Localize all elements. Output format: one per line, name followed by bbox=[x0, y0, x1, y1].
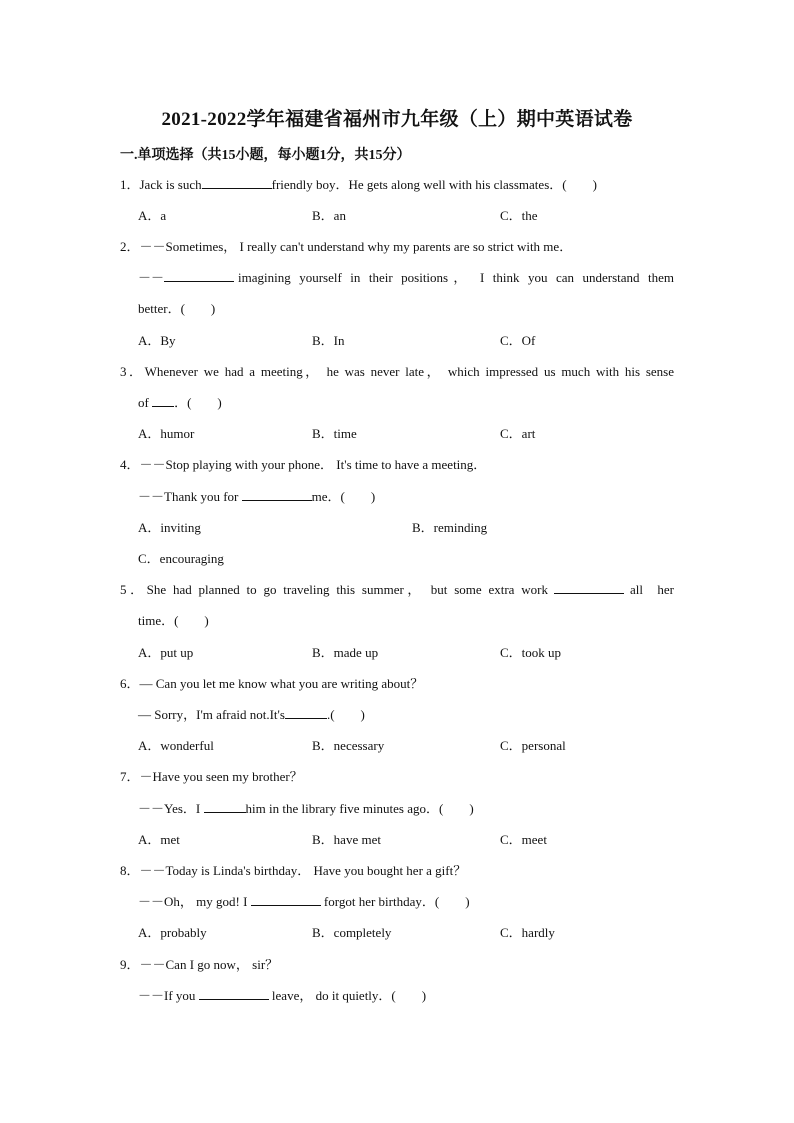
question-text: leave， do it quietly．( ) bbox=[271, 988, 427, 1003]
question-1 bbox=[120, 176, 597, 194]
question-2-line-2 bbox=[138, 269, 674, 287]
question-text: me．( ) bbox=[311, 489, 376, 504]
question-text: ．( ) bbox=[174, 395, 222, 410]
option-b: B．made up bbox=[312, 645, 379, 660]
option-a: A．wonderful bbox=[138, 738, 214, 753]
answer-blank bbox=[242, 488, 312, 501]
question-text: －－ bbox=[138, 270, 165, 285]
answer-blank bbox=[554, 581, 624, 594]
question-text: 5．She had planned to go traveling this summer， but some extra work bbox=[120, 582, 548, 597]
question-2: 2．－－Sometimes， I really can't understand why my parents are so strict with me． bbox=[120, 239, 573, 254]
question-3-line-2 bbox=[138, 394, 222, 412]
option-a: A．inviting bbox=[138, 520, 201, 535]
answer-blank bbox=[204, 800, 246, 813]
option-a: A．put up bbox=[138, 645, 194, 660]
option-c: C．encouraging bbox=[138, 551, 224, 566]
question-text: of bbox=[138, 395, 149, 410]
question-text: him in the library five minutes ago．( ) bbox=[245, 801, 474, 816]
question-text: －－If you bbox=[138, 988, 196, 1003]
option-b: B．an bbox=[312, 208, 346, 223]
answer-blank bbox=[152, 394, 174, 407]
answer-blank bbox=[251, 893, 321, 906]
option-a: A．probably bbox=[138, 925, 207, 940]
option-c: C．Of bbox=[500, 333, 536, 348]
option-b: B．completely bbox=[312, 925, 392, 940]
section-heading: 一.单项选择（共15小题，每小题1分，共15分） bbox=[120, 148, 411, 163]
question-text: －－Oh， my god! I bbox=[138, 894, 248, 909]
answer-blank bbox=[199, 987, 269, 1000]
answer-blank bbox=[164, 269, 234, 282]
option-a: A．a bbox=[138, 208, 167, 223]
question-8-line-2 bbox=[138, 893, 470, 911]
question-4-line-2 bbox=[138, 488, 375, 506]
option-c: C．the bbox=[500, 208, 538, 223]
question-text: －－Yes．I bbox=[138, 801, 201, 816]
option-c: C．personal bbox=[500, 738, 566, 753]
question-text: — Sorry，I'm afraid not.It's bbox=[138, 707, 285, 722]
question-9-line-2 bbox=[138, 987, 426, 1005]
question-7-line-2 bbox=[138, 800, 474, 818]
question-6: 6．— Can you let me know what you are writing about？ bbox=[120, 676, 424, 691]
question-3: 3．Whenever we had a meeting， he was never late， which impressed us much with his sense bbox=[120, 364, 674, 379]
question-text: all her bbox=[630, 582, 674, 597]
question-5 bbox=[120, 581, 674, 599]
option-c: C．hardly bbox=[500, 925, 555, 940]
option-a: A．By bbox=[138, 333, 176, 348]
option-b: B．In bbox=[312, 333, 345, 348]
answer-blank bbox=[285, 706, 327, 719]
option-c: C．took up bbox=[500, 645, 562, 660]
page-title: 2021-2022学年福建省福州市九年级（上）期中英语试卷 bbox=[161, 109, 633, 130]
question-5-line-2: time．( ) bbox=[138, 613, 209, 628]
question-9: 9．－－Can I go now， sir？ bbox=[120, 957, 279, 972]
option-c: C．meet bbox=[500, 832, 547, 847]
option-a: A．humor bbox=[138, 426, 195, 441]
question-2-line-3: better．( ) bbox=[138, 301, 216, 316]
question-text: friendly boy．He gets along well with his classmates．( ) bbox=[271, 177, 597, 192]
question-8: 8．－－Today is Linda's birthday． Have you bought her a gift？ bbox=[120, 863, 467, 878]
question-text: －－Thank you for bbox=[138, 489, 239, 504]
option-b: B．time bbox=[312, 426, 357, 441]
question-text: forgot her birthday．( ) bbox=[323, 894, 470, 909]
option-b: B．reminding bbox=[412, 520, 488, 535]
option-b: B．have met bbox=[312, 832, 381, 847]
question-text: 1．Jack is such bbox=[120, 177, 202, 192]
option-c: C．art bbox=[500, 426, 536, 441]
answer-blank bbox=[202, 176, 272, 189]
question-7: 7．－Have you seen my brother？ bbox=[120, 769, 303, 784]
question-4: 4．－－Stop playing with your phone． It's time to have a meeting． bbox=[120, 457, 487, 472]
question-text: imagining yourself in their positions， I think you can understand them bbox=[238, 270, 674, 285]
option-a: A．met bbox=[138, 832, 180, 847]
question-6-line-2 bbox=[138, 706, 365, 724]
question-text: .( ) bbox=[326, 707, 365, 722]
option-b: B．necessary bbox=[312, 738, 385, 753]
